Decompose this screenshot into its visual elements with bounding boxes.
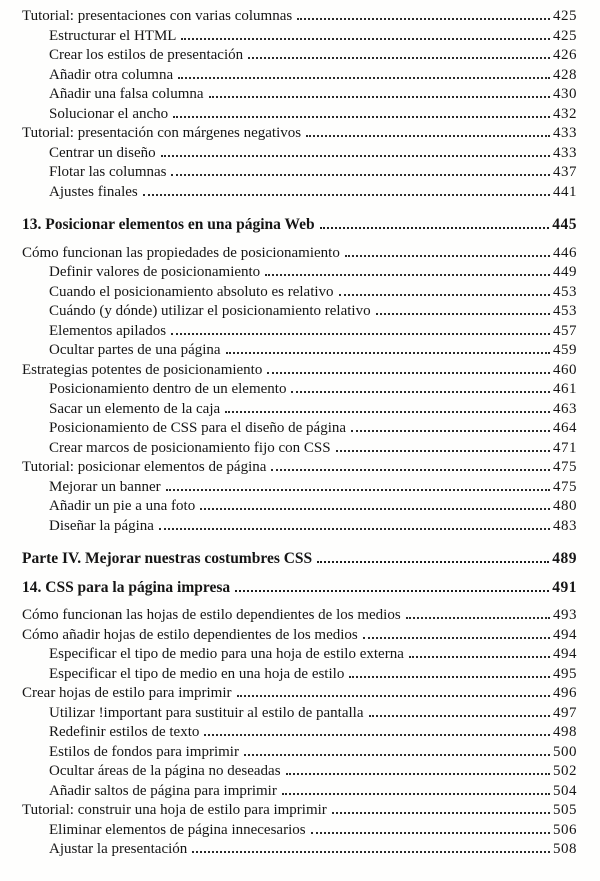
toc-entry-label: Posicionamiento dentro de un elemento <box>49 381 287 397</box>
toc-leader-dots <box>209 96 550 98</box>
toc-entry-page: 433 <box>553 144 577 161</box>
toc-entry-subsection <box>22 439 577 459</box>
toc-entry-subsection <box>22 704 577 724</box>
toc-entry-page: 428 <box>553 66 577 83</box>
toc-entry-label: 14. CSS para la página impresa <box>22 578 231 596</box>
toc-entry-page: 460 <box>553 361 577 378</box>
toc-leader-dots <box>143 194 550 196</box>
toc-leader-dots <box>237 695 550 697</box>
toc-entry-page: 445 <box>552 216 577 233</box>
toc-leader-dots <box>225 411 550 413</box>
toc-entry-label: Mejorar un banner <box>49 478 161 495</box>
toc-leader-dots <box>267 372 550 374</box>
toc-leader-dots <box>192 851 550 853</box>
toc-entry-page: 505 <box>553 802 577 818</box>
toc-entry-section <box>22 458 577 478</box>
toc-leader-dots <box>286 773 550 775</box>
toc-entry-label: Cómo funcionan las propiedades de posicionamiento <box>22 244 340 261</box>
toc-entry-page: 493 <box>553 607 577 623</box>
toc-entry-subsection <box>22 419 577 439</box>
toc-leader-dots <box>320 227 550 229</box>
toc-entry-page: 426 <box>553 47 577 63</box>
toc-entry-subsection <box>22 341 577 361</box>
toc-leader-dots <box>159 528 550 530</box>
toc-leader-dots <box>317 561 549 563</box>
toc-leader-dots <box>166 489 550 491</box>
toc-leader-dots <box>363 637 550 639</box>
toc-entry-subsection <box>22 743 577 763</box>
toc-entry-page: 483 <box>553 517 577 534</box>
toc-entry-subsection <box>22 400 577 420</box>
toc-entry-page: 500 <box>553 743 577 760</box>
toc-leader-dots <box>235 590 549 592</box>
toc-entry-label: Tutorial: presentación con márgenes negativos <box>22 125 302 141</box>
toc-entry-page: 425 <box>553 27 577 44</box>
toc-entry-page: 425 <box>553 8 577 24</box>
toc-leader-dots <box>171 333 550 335</box>
toc-entry-page: 437 <box>553 164 577 180</box>
toc-entry-subsection <box>22 782 577 802</box>
toc-entry-page: 457 <box>553 322 577 339</box>
toc-leader-dots <box>406 617 550 619</box>
toc-leader-dots <box>311 832 550 834</box>
toc-leader-dots <box>369 715 551 717</box>
toc-entry-page: 494 <box>553 626 577 643</box>
toc-entry-chapter <box>22 578 577 598</box>
toc-entry-subsection <box>22 322 577 342</box>
toc-entry-page: 498 <box>553 724 577 740</box>
toc-leader-dots <box>339 294 550 296</box>
toc-entry-subsection <box>22 497 577 517</box>
toc-entry-label: Centrar un diseño <box>49 144 156 161</box>
toc-entry-subsection <box>22 183 577 203</box>
toc-entry-subsection <box>22 723 577 743</box>
toc-entry-label: Añadir una falsa columna <box>49 86 204 102</box>
toc-entry-subsection <box>22 478 577 498</box>
toc-entry-page: 461 <box>553 381 577 397</box>
toc-entry-subsection <box>22 27 577 47</box>
toc-entry-label: Cómo añadir hojas de estilo dependientes de los medios <box>22 626 358 643</box>
toc-leader-dots <box>345 255 550 257</box>
toc-entry-label: Elementos apilados <box>49 322 167 339</box>
toc-entry-page: 453 <box>553 283 577 300</box>
toc-entry-section <box>22 626 577 646</box>
toc-leader-dots <box>178 77 550 79</box>
toc-entry-subsection <box>22 105 577 125</box>
toc-entry-page: 480 <box>553 498 577 514</box>
toc-entry-label: Posicionamiento de CSS para el diseño de página <box>49 420 347 436</box>
toc-entry-page: 453 <box>553 303 577 319</box>
toc-entry-label: Definir valores de posicionamiento <box>49 264 261 280</box>
toc-entry-label: Ocultar partes de una página <box>49 342 221 358</box>
toc-entry-subsection <box>22 380 577 400</box>
toc-entry-label: Crear marcos de posicionamiento fijo con CSS <box>49 439 331 456</box>
toc-entry-page: 489 <box>552 550 577 567</box>
toc-entry-label: Crear los estilos de presentación <box>49 47 244 63</box>
toc-entry-section <box>22 361 577 381</box>
toc-entry-label: Especificar el tipo de medio para una hoja de estilo externa <box>49 646 404 662</box>
toc-entry-label: Estilos de fondos para imprimir <box>49 743 239 760</box>
toc-entry-label: Utilizar !important para sustituir al estilo de pantalla <box>49 704 364 721</box>
toc-leader-dots <box>351 430 550 432</box>
toc-leader-dots <box>204 734 550 736</box>
toc-entry-label: Tutorial: construir una hoja de estilo para imprimir <box>22 802 327 818</box>
toc-entry-label: Flotar las columnas <box>49 164 167 180</box>
toc-entry-label: 13. Posicionar elementos en una página Web <box>22 216 315 233</box>
toc-entry-label: Estructurar el HTML <box>49 27 177 44</box>
toc-entry-label: Diseñar la página <box>49 517 154 534</box>
toc-entry-page: 497 <box>553 704 577 721</box>
toc-entry-subsection <box>22 46 577 66</box>
toc-entry-page: 504 <box>553 782 577 799</box>
toc-entry-label: Redefinir estilos de texto <box>49 724 200 740</box>
toc-entry-page: 495 <box>553 665 577 682</box>
toc-entry-subsection <box>22 283 577 303</box>
toc-entry-label: Cómo funcionan las hojas de estilo dependientes de los medios <box>22 607 401 623</box>
toc-entry-page: 491 <box>552 578 577 596</box>
toc-entry-subsection <box>22 762 577 782</box>
toc-leader-dots <box>409 656 550 658</box>
toc-leader-dots <box>173 116 550 118</box>
toc-entry-label: Tutorial: posicionar elementos de página <box>22 459 267 475</box>
toc-entry-subsection <box>22 163 577 183</box>
toc-entry-label: Añadir otra columna <box>49 66 174 83</box>
toc-entry-page: 430 <box>553 86 577 102</box>
toc-entry-section <box>22 124 577 144</box>
toc-leader-dots <box>332 812 550 814</box>
toc-entry-page: 471 <box>553 439 577 456</box>
toc-list <box>22 7 577 860</box>
toc-entry-label: Solucionar el ancho <box>49 105 169 122</box>
toc-entry-label: Eliminar elementos de página innecesarios <box>49 821 306 838</box>
toc-entry-label: Cuando el posicionamiento absoluto es relativo <box>49 283 334 300</box>
toc-entry-subsection <box>22 66 577 86</box>
toc-entry-section <box>22 7 577 27</box>
toc-entry-label: Ocultar áreas de la página no deseadas <box>49 763 281 779</box>
toc-entry-page: 502 <box>553 763 577 779</box>
toc-leader-dots <box>297 18 550 20</box>
toc-entry-label: Ajustar la presentación <box>49 841 188 857</box>
toc-entry-section <box>22 606 577 626</box>
toc-entry-page: 449 <box>553 264 577 280</box>
toc-entry-section <box>22 244 577 264</box>
toc-entry-subsection <box>22 144 577 164</box>
toc-entry-subsection <box>22 645 577 665</box>
toc-leader-dots <box>271 469 550 471</box>
toc-leader-dots <box>244 754 550 756</box>
toc-entry-subsection <box>22 517 577 537</box>
toc-entry-page: 496 <box>553 685 577 701</box>
toc-leader-dots <box>282 793 550 795</box>
toc-leader-dots <box>349 676 550 678</box>
toc-entry-page: 475 <box>553 459 577 475</box>
toc-leader-dots <box>226 352 550 354</box>
toc-entry-subsection <box>22 821 577 841</box>
toc-entry-page: 464 <box>553 420 577 436</box>
toc-entry-subsection <box>22 840 577 860</box>
toc-leader-dots <box>181 38 550 40</box>
toc-entry-page: 459 <box>553 342 577 358</box>
toc-entry-page: 441 <box>553 183 577 200</box>
toc-entry-section <box>22 801 577 821</box>
toc-leader-dots <box>265 274 550 276</box>
toc-leader-dots <box>336 450 550 452</box>
toc-entry-label: Tutorial: presentaciones con varias columnas <box>22 8 293 24</box>
toc-entry-page: 433 <box>553 125 577 141</box>
toc-entry-label: Cuándo (y dónde) utilizar el posicionamiento relativo <box>49 303 371 319</box>
toc-entry-page: 494 <box>553 646 577 662</box>
toc-entry-page: 463 <box>553 400 577 417</box>
toc-entry-page: 508 <box>553 841 577 857</box>
toc-leader-dots <box>161 155 550 157</box>
toc-entry-label: Sacar un elemento de la caja <box>49 400 221 417</box>
toc-leader-dots <box>376 313 550 315</box>
toc-leader-dots <box>200 508 550 510</box>
toc-entry-subsection <box>22 665 577 685</box>
toc-entry-chapter <box>22 215 577 235</box>
toc-entry-chapter <box>22 549 577 569</box>
toc-entry-page: 432 <box>553 105 577 122</box>
toc-leader-dots <box>248 57 550 59</box>
toc-entry-label: Estrategias potentes de posicionamiento <box>22 361 263 378</box>
toc-entry-page: 475 <box>553 478 577 495</box>
toc-entry-label: Parte IV. Mejorar nuestras costumbres CSS <box>22 550 313 567</box>
toc-entry-section <box>22 684 577 704</box>
toc-leader-dots <box>306 135 550 137</box>
toc-entry-subsection <box>22 263 577 283</box>
toc-entry-label: Ajustes finales <box>49 183 138 200</box>
toc-leader-dots <box>291 391 550 393</box>
toc-entry-label: Añadir un pie a una foto <box>49 498 196 514</box>
toc-entry-label: Añadir saltos de página para imprimir <box>49 782 277 799</box>
toc-entry-page: 506 <box>553 821 577 838</box>
toc-entry-label: Especificar el tipo de medio en una hoja de estilo <box>49 665 345 682</box>
toc-entry-label: Crear hojas de estilo para imprimir <box>22 685 232 701</box>
toc-leader-dots <box>171 174 550 176</box>
toc-entry-page: 446 <box>553 244 577 261</box>
toc-entry-subsection <box>22 302 577 322</box>
toc-entry-subsection <box>22 85 577 105</box>
